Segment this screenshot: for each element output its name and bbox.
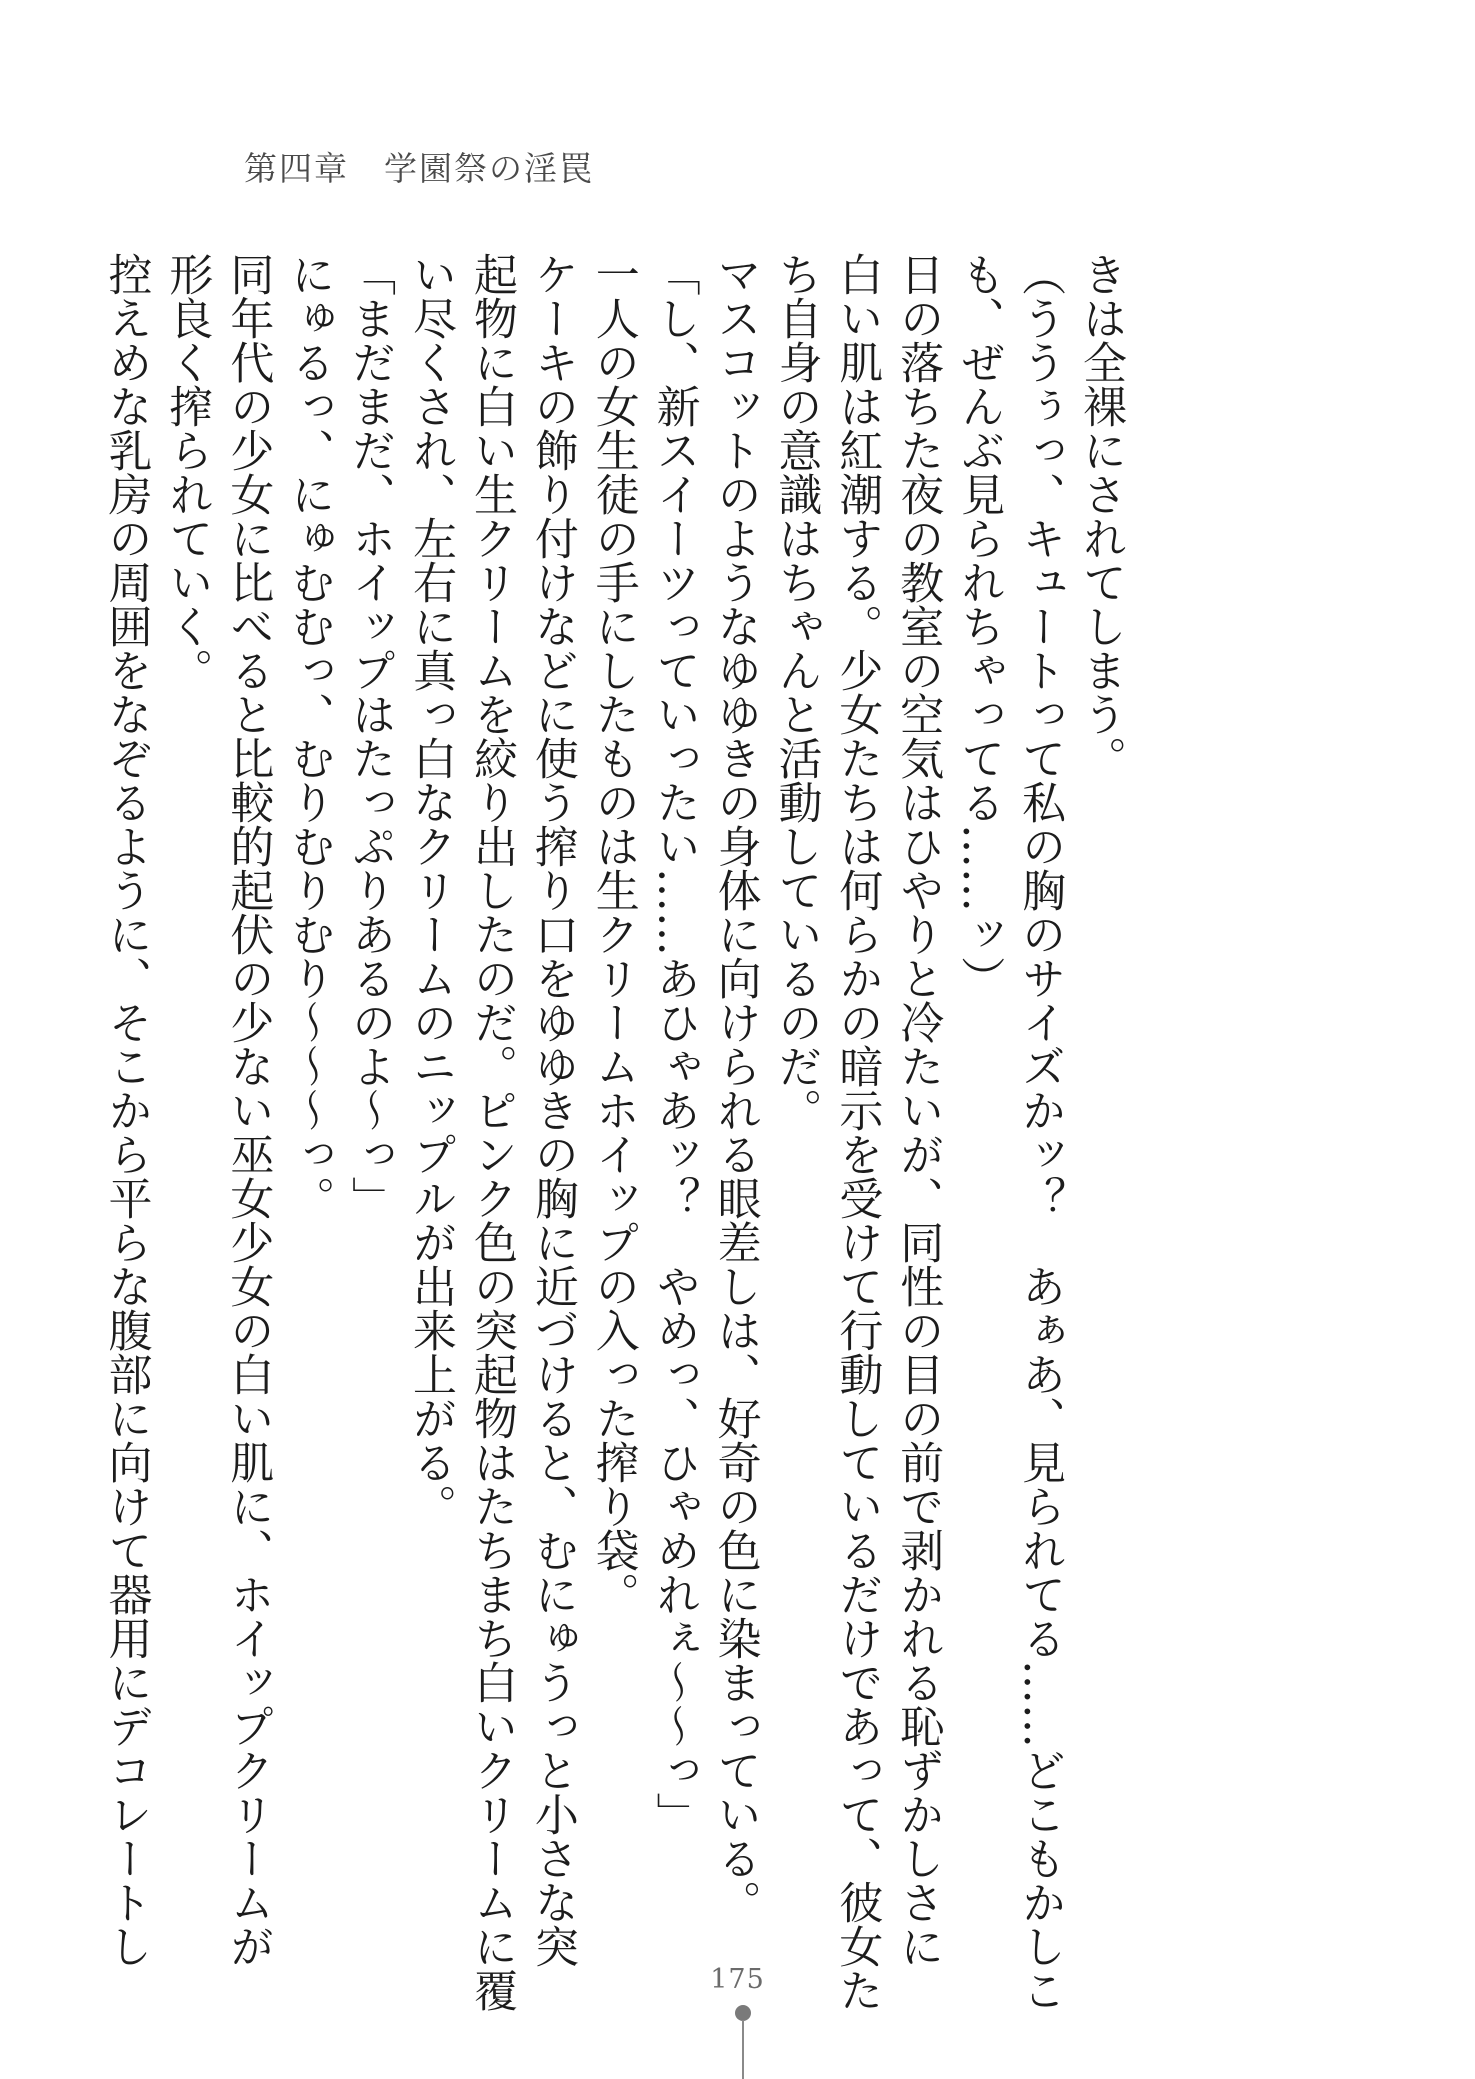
text-line: ち自身の意識はちゃんと活動しているのだ。 — [770, 252, 822, 1132]
text-line: 日の落ちた夜の教室の空気はひやりと冷たいが、同性の目の前で剥かれる恥ずかしさに — [892, 252, 944, 1968]
page-marker-dot — [735, 2005, 751, 2021]
text-line: 白い肌は紅潮する。少女たちは何らかの暗示を受けて行動しているだけであって、彼女た — [831, 252, 883, 2012]
text-line: マスコットのようなゆゆきの身体に向けられる眼差しは、好奇の色に染まっている。 — [709, 252, 761, 1924]
text-line: 控えめな乳房の周囲をなぞるように、そこから平らな腹部に向けて器用にデコレートし — [100, 252, 152, 1968]
page-marker-line — [742, 2020, 744, 2079]
text-line: 「し、新スイーツっていったい……あひゃあッ？ やめっ、ひゃめれぇ〜〜っ」 — [648, 252, 700, 1836]
page-number: 175 — [710, 1964, 765, 1995]
text-line: も、ぜんぶ見られちゃってる……ッ） — [953, 252, 1005, 1000]
text-line: い尽くされ、左右に真っ白なクリームのニップルが出来上がる。 — [405, 252, 457, 1528]
text-line: にゅるっ、にゅむむっ、むりむりむり〜〜〜っ。 — [283, 252, 335, 1220]
running-head-chapter-title: 第四章 学園祭の淫罠 — [244, 149, 594, 188]
text-line: 「まだまだ、ホイップはたっぷりあるのよ〜っ」 — [344, 252, 396, 1220]
text-line: （ううぅっ、キュートって私の胸のサイズかッ？ あぁあ、見られてる……どこもかしこ — [1014, 252, 1066, 2012]
text-line: きは全裸にされてしまう。 — [1075, 252, 1126, 780]
text-line: 同年代の少女に比べると比較的起伏の少ない巫女少女の白い肌に、ホイップクリームが — [222, 252, 274, 1968]
text-line: 一人の女生徒の手にしたものは生クリームホイップの入った搾り袋。 — [587, 252, 639, 1616]
text-line: 形良く搾られていく。 — [161, 252, 213, 692]
text-line: 起物に白い生クリームを絞り出したのだ。ピンク色の突起物はたちまち白いクリームに覆 — [465, 252, 517, 2012]
text-line: ケーキの飾り付けなどに使う搾り口をゆゆきの胸に近づけると、むにゅうっと小さな突 — [526, 252, 578, 1968]
